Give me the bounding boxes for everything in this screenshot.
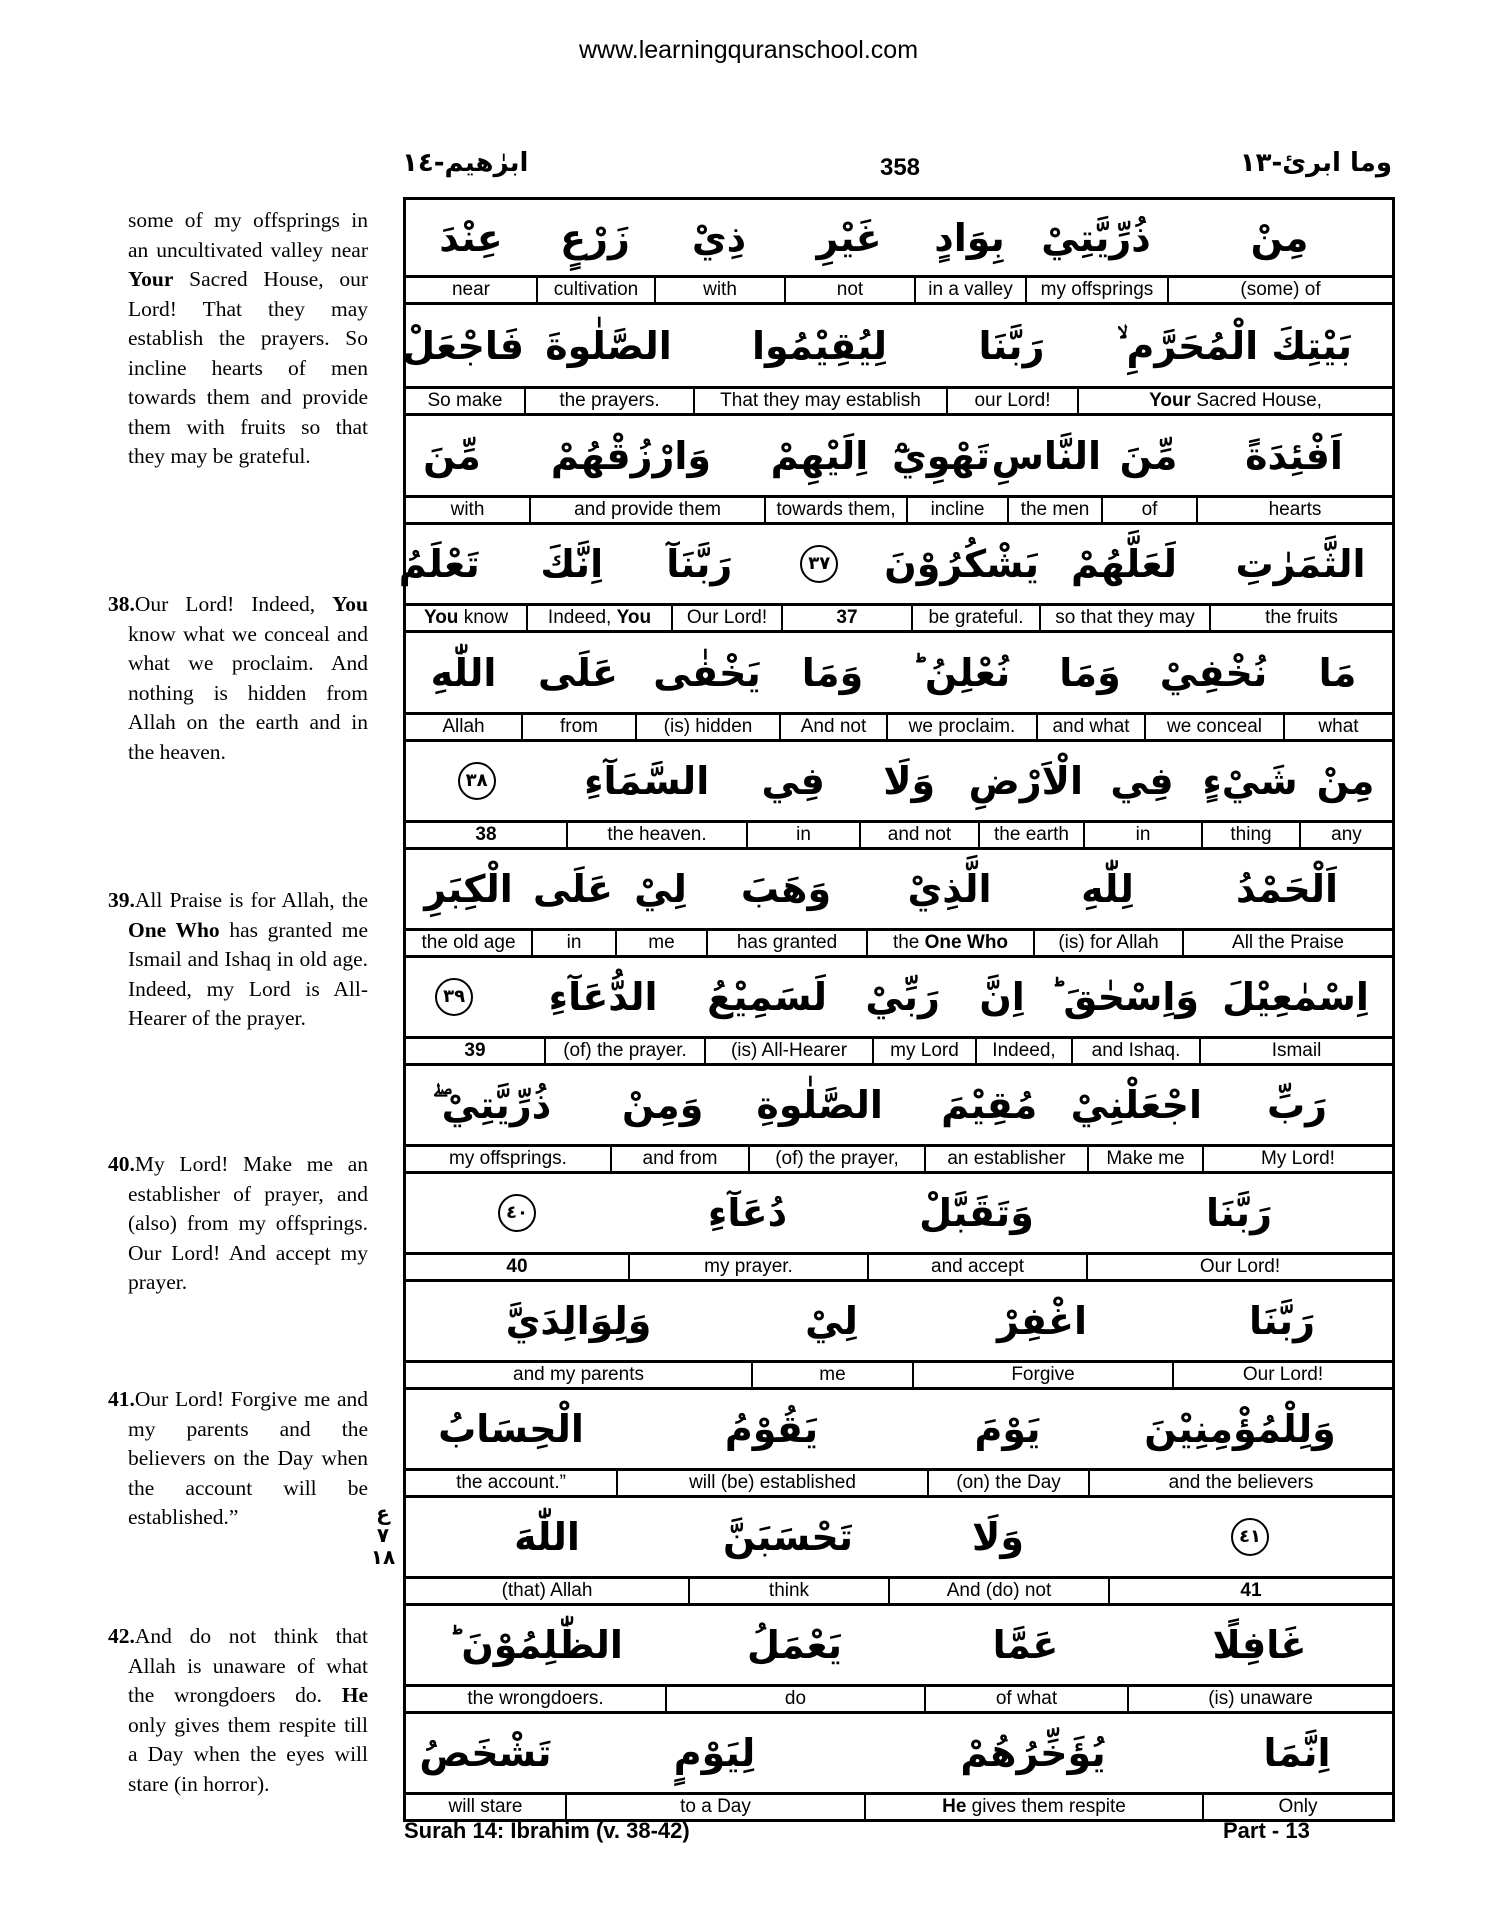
arabic-word: وَمِنْ (621, 1083, 704, 1127)
arabic-word: وَتَقَبَّلْ (919, 1191, 1034, 1235)
translation-paragraph (108, 1622, 368, 1799)
ruku-marker-middle: ٧ (376, 1523, 390, 1547)
arabic-word: مُقِيْمَ (941, 1083, 1038, 1127)
english-gloss: Only (1202, 1795, 1392, 1819)
arabic-word: اللّٰهَ (514, 1515, 580, 1559)
english-gloss: of (1101, 498, 1196, 522)
footer-surah-info: Surah 14: Ibrahim (v. 38-42) (404, 1818, 690, 1843)
english-row (406, 1147, 1392, 1174)
english-gloss: All the Praise (1182, 931, 1392, 955)
arabic-row (406, 200, 1392, 278)
arabic-word: يُؤَخِّرُهُمْ (960, 1731, 1106, 1775)
arabic-word: مِّنَ (1119, 433, 1178, 478)
english-gloss: has granted (706, 931, 866, 955)
english-gloss: the account.” (456, 1472, 566, 1493)
arabic-word: اغْفِرْ (997, 1299, 1087, 1343)
arabic-word: الْاَرْضِ (968, 759, 1083, 803)
english-gloss: we proclaim. (886, 715, 1036, 739)
arabic-word: مِّنَ (423, 433, 481, 478)
arabic-word: تَعْلَمُ (398, 542, 480, 586)
english-gloss: an establisher (924, 1147, 1087, 1171)
english-gloss: so that they may (1039, 606, 1209, 630)
verse-end-marker (385, 978, 523, 1016)
translation-paragraph (108, 1385, 368, 1533)
verse-end-marker (406, 1194, 628, 1232)
arabic-word: شَيْءٍ (1202, 759, 1298, 803)
verse-number: 40. (108, 1152, 135, 1176)
arabic-word: مِنْ (1250, 215, 1309, 260)
arabic-word: يَعْمَلُ (746, 1623, 843, 1667)
english-gloss: in (531, 931, 615, 955)
english-gloss: And (do) not (888, 1579, 1108, 1603)
english-gloss: (is) for Allah (1033, 931, 1182, 955)
arabic-word: وَلِلْمُؤْمِنِيْنَ (1144, 1407, 1336, 1451)
arabic-word: الثَّمَرٰتِ (1235, 542, 1366, 586)
arabic-word: اِلَيْهِمْ (770, 433, 869, 478)
english-gloss: will (be) established (616, 1471, 927, 1495)
arabic-word: وَلِوَالِدَيَّ (505, 1299, 652, 1343)
arabic-row (406, 1282, 1392, 1363)
english-row (406, 1039, 1392, 1066)
arabic-word: الَّذِيْ (907, 867, 992, 911)
arabic-word: عَلَى (538, 650, 618, 695)
english-gloss: in (1083, 823, 1201, 847)
english-gloss: the prayers. (524, 389, 693, 413)
english-gloss: cultivation (536, 278, 654, 302)
english-row (406, 1795, 1392, 1819)
arabic-word: لَسَمِيْعُ (707, 975, 828, 1019)
arabic-word: عَمَّا (992, 1623, 1059, 1667)
arabic-word: يَشْكُرُوْنَ (884, 542, 1039, 586)
english-row (406, 1687, 1392, 1714)
arabic-row (402, 305, 1392, 389)
arabic-word: عِنْدَ (439, 215, 503, 260)
english-gloss: the earth (978, 823, 1083, 847)
english-gloss: with (654, 278, 784, 302)
arabic-word: غَيْرِ (816, 215, 882, 260)
verse-number-circle: ٣٩ (435, 978, 473, 1016)
arabic-word: رَبَّنَآ (666, 542, 733, 586)
arabic-word: الصَّلٰوةَ (545, 323, 672, 368)
english-gloss: in (746, 823, 859, 847)
ruku-marker-bottom: ١٨ (370, 1545, 396, 1569)
arabic-word: فِي (1110, 759, 1174, 803)
english-gloss: You know (423, 607, 509, 628)
verse-end-marker (754, 545, 884, 583)
verse-number-circle: ٣٧ (800, 545, 838, 583)
verse-number-cell: 37 (781, 606, 911, 630)
english-gloss: the wrongdoers. (467, 1688, 604, 1709)
page-number: 358 (879, 154, 921, 181)
english-gloss: me (615, 931, 706, 955)
translation-paragraph (108, 886, 368, 1034)
arabic-word: وَلَا (883, 759, 936, 803)
arabic-word: ذُرِّيَّتِيْ (1041, 215, 1151, 260)
arabic-word: اَلْحَمْدُ (1235, 867, 1339, 911)
arabic-word: وَارْزُقْهُمْ (550, 433, 712, 478)
verse-number-circle: ٤٠ (498, 1194, 536, 1232)
verse-end-marker (1108, 1518, 1392, 1556)
footer-part: Part - 13 (1223, 1818, 1310, 1843)
english-gloss: do (665, 1687, 924, 1711)
verse-number-circle: ٣٨ (458, 762, 496, 800)
english-gloss: (of) the prayer, (748, 1147, 924, 1171)
arabic-row (406, 850, 1392, 931)
verse-number-cell: 40 (506, 1256, 528, 1277)
arabic-word: الظّٰلِمُوْنَ ؕ (448, 1623, 623, 1667)
english-gloss: in a valley (914, 278, 1025, 302)
juz-label-arabic: وما ابرئ-١٣ (1239, 148, 1392, 178)
arabic-word: غَافِلًا (1212, 1623, 1307, 1667)
arabic-word: رَبِّيْ (865, 975, 940, 1019)
arabic-word: الْكِبَرِ (424, 867, 513, 911)
arabic-word: الدُّعَآءِ (548, 975, 658, 1019)
arabic-word: رَبَّنَا (978, 323, 1045, 368)
english-gloss: Your Sacred House, (1077, 389, 1392, 413)
ruku-marker (366, 1502, 400, 1568)
english-gloss: Allah (442, 716, 485, 737)
arabic-row (406, 1390, 1392, 1471)
english-gloss: Make me (1087, 1147, 1202, 1171)
english-gloss: thing (1201, 823, 1299, 847)
english-gloss: and provide them (529, 498, 764, 522)
english-gloss: my prayer. (628, 1255, 867, 1279)
english-row (406, 931, 1392, 958)
verse-number: 41. (108, 1387, 135, 1411)
verse-number: 42. (108, 1624, 135, 1648)
english-gloss: we conceal (1144, 715, 1283, 739)
arabic-row (406, 742, 1392, 823)
english-gloss: near (451, 279, 491, 300)
english-gloss: the One Who (866, 931, 1033, 955)
english-gloss: And not (779, 715, 886, 739)
arabic-word: مِنْ (1316, 759, 1375, 803)
arabic-word: رَبِّ (1266, 1083, 1328, 1127)
arabic-word: اِسْمٰعِيْلَ (1222, 975, 1369, 1019)
translation-text: Our Lord! Forgive me and my parents and the believers on the Day when the account will be established.” (128, 1387, 368, 1529)
english-gloss: (some) of (1167, 278, 1392, 302)
translation-text: some of my offsprings in an uncultivated valley near Your Sacred House, our Lord! That they may establish the prayers. So incline hearts of men towards them and provide them with fruits so that they may be grateful. (128, 208, 368, 468)
english-gloss: He gives them respite (864, 1795, 1202, 1819)
arabic-word: السَّمَآءِ (584, 759, 710, 803)
english-gloss: hearts (1196, 498, 1392, 522)
arabic-word: يَخْفٰى (653, 650, 761, 695)
english-gloss: and Ishaq. (1071, 1039, 1199, 1063)
english-row (406, 1255, 1392, 1282)
english-gloss: (is) All-Hearer (704, 1039, 872, 1063)
english-gloss: incline (906, 498, 1007, 522)
translation-text: Our Lord! Indeed, You know what we conceal and what we proclaim. And nothing is hidden from Allah on the earth and in the heaven. (128, 592, 368, 764)
verse-number-cell: 39 (464, 1040, 486, 1061)
arabic-word: رَبَّنَا (1206, 1191, 1272, 1235)
arabic-word: تَهْوِيْٓ (891, 433, 990, 478)
english-gloss: My Lord! (1202, 1147, 1392, 1171)
english-gloss: the old age (421, 932, 516, 953)
verse-number: 38. (108, 592, 135, 616)
english-row (406, 606, 1392, 633)
verse-number-circle: ٤١ (1231, 1518, 1269, 1556)
english-gloss: any (1299, 823, 1392, 847)
translation-text: And do not think that Allah is unaware of what the wrongdoers do. He only gives them respite till a Day when the eyes will stare (in horror). (128, 1624, 368, 1796)
arabic-row (406, 416, 1392, 498)
arabic-word: زَرْعٍ (560, 215, 630, 260)
english-row (406, 498, 1392, 525)
english-gloss: (that) Allah (501, 1580, 593, 1601)
english-gloss: Our Lord! (671, 606, 781, 630)
arabic-word: لِيُقِيْمُوا (752, 323, 887, 368)
english-gloss: the heaven. (566, 823, 746, 847)
english-row (406, 389, 1392, 416)
arabic-word: الصَّلٰوةِ (756, 1083, 883, 1127)
translation-paragraph (108, 1150, 368, 1298)
english-row (406, 278, 1392, 305)
english-row (406, 1579, 1392, 1606)
english-gloss: (of) the prayer. (544, 1039, 704, 1063)
english-gloss: Our Lord! (1172, 1363, 1392, 1387)
english-gloss: not (784, 278, 914, 302)
arabic-word: بَيْتِكَ الْمُحَرَّمِ ۙ (1116, 323, 1353, 368)
english-gloss: the fruits (1209, 606, 1392, 630)
arabic-word: لِيْ (634, 867, 687, 911)
arabic-word: لِلّٰهِ (1081, 867, 1134, 911)
english-gloss: Indeed, (975, 1039, 1071, 1063)
english-gloss: and the believers (1088, 1471, 1392, 1495)
arabic-word: يَوْمَ (974, 1407, 1041, 1451)
arabic-word: الْحِسَابُ (438, 1407, 584, 1451)
english-gloss: and what (1036, 715, 1144, 739)
english-gloss: what (1283, 715, 1392, 739)
word-by-word-table (398, 197, 1395, 1822)
arabic-word: تَشْخَصُ (419, 1731, 552, 1775)
arabic-word: ذُرِّيَّتِيْ ۖ (432, 1083, 552, 1127)
arabic-word: يَقُوْمُ (724, 1407, 819, 1451)
arabic-word: وَمَا (801, 650, 864, 695)
arabic-row (406, 1498, 1392, 1579)
english-gloss: and not (859, 823, 978, 847)
arabic-word: تَحْسَبَنَّ (722, 1515, 854, 1559)
arabic-row (406, 1606, 1392, 1687)
ruku-marker-top: ع (376, 1501, 390, 1525)
english-gloss: my offsprings. (449, 1148, 567, 1169)
english-row (406, 1471, 1392, 1498)
arabic-word: اجْعَلْنِيْ (1070, 1083, 1202, 1127)
arabic-word: لَعَلَّهُمْ (1070, 542, 1178, 586)
translation-paragraph (128, 206, 368, 472)
english-gloss: towards them, (764, 498, 906, 522)
english-gloss: So make (427, 390, 503, 411)
english-gloss: my offsprings (1025, 278, 1167, 302)
arabic-word: دُعَآءِ (707, 1191, 788, 1235)
arabic-row (398, 525, 1392, 606)
english-gloss: Indeed, You (526, 606, 671, 630)
website-url: www.learningquranschool.com (578, 36, 919, 64)
arabic-word: وَلَا (972, 1515, 1024, 1559)
verse-number-cell: 38 (475, 824, 497, 845)
verse-end-marker (397, 762, 557, 800)
english-gloss: and accept (867, 1255, 1086, 1279)
english-gloss: our Lord! (946, 389, 1077, 413)
arabic-row (406, 1174, 1392, 1255)
english-gloss: and my parents (513, 1364, 644, 1385)
english-gloss: That they may establish (693, 389, 946, 413)
english-gloss: will stare (448, 1796, 523, 1817)
verse-number-cell: 41 (1108, 1579, 1392, 1603)
arabic-word: النَّاسِ (991, 433, 1101, 478)
arabic-word: بِوَادٍ (934, 215, 1005, 260)
arabic-word: نُعْلِنُ ؕ (911, 650, 1011, 695)
verse-number: 39. (108, 888, 135, 912)
translation-paragraph (108, 590, 368, 767)
arabic-word: اللّٰهِ (430, 650, 497, 695)
english-gloss: from (521, 715, 635, 739)
arabic-word: رَبَّنَا (1249, 1299, 1315, 1343)
arabic-row (406, 633, 1392, 715)
arabic-row (406, 1714, 1392, 1795)
arabic-word: اِنَّمَا (1263, 1731, 1331, 1775)
english-gloss: be grateful. (911, 606, 1039, 630)
arabic-word: اِنَّ (979, 975, 1025, 1019)
arabic-word: اِنَّكَ (540, 542, 604, 586)
english-gloss: (on) the Day (927, 1471, 1088, 1495)
english-gloss: the men (1007, 498, 1101, 522)
english-gloss: Our Lord! (1086, 1255, 1392, 1279)
english-gloss: to a Day (565, 1795, 864, 1819)
english-gloss: Forgive (912, 1363, 1172, 1387)
arabic-word: فِي (761, 759, 825, 803)
surah-label-arabic: ابرٰهيم-١٤ (402, 148, 529, 178)
english-row (406, 715, 1392, 742)
arabic-word: اَفْئِدَةً (1245, 433, 1343, 478)
arabic-word: نُخْفِيْ (1159, 650, 1268, 695)
english-gloss: of what (924, 1687, 1127, 1711)
arabic-word: وَهَبَ (740, 867, 832, 911)
english-gloss: Ismail (1199, 1039, 1392, 1063)
translation-text: My Lord! Make me an establisher of prayer, and (also) from my offsprings. Our Lord! And accept my prayer. (128, 1152, 368, 1294)
arabic-row (406, 958, 1392, 1039)
arabic-word: لِيْ (805, 1299, 858, 1343)
arabic-word: لِيَوْمٍ (673, 1731, 756, 1775)
english-gloss: me (751, 1363, 912, 1387)
english-gloss: and from (610, 1147, 748, 1171)
arabic-word: فَاجْعَلْ (402, 323, 524, 368)
english-gloss: (is) unaware (1127, 1687, 1392, 1711)
arabic-word: عَلَى (533, 867, 613, 911)
english-gloss: (is) hidden (635, 715, 779, 739)
arabic-word: وَمَا (1059, 650, 1121, 695)
arabic-word: وَاِسْحٰقَ ؕ (1050, 975, 1199, 1019)
arabic-row (406, 1066, 1392, 1147)
translation-text: All Praise is for Allah, the One Who has granted me Ismail and Ishaq in old age. Indeed, my Lord is All-Hearer of the prayer. (128, 888, 368, 1030)
english-row (406, 823, 1392, 850)
english-row (406, 1363, 1392, 1390)
arabic-word: مَا (1318, 650, 1357, 695)
arabic-word: ذِيْ (691, 215, 747, 260)
english-gloss: my Lord (872, 1039, 975, 1063)
english-gloss: with (450, 499, 485, 520)
english-gloss: think (688, 1579, 888, 1603)
